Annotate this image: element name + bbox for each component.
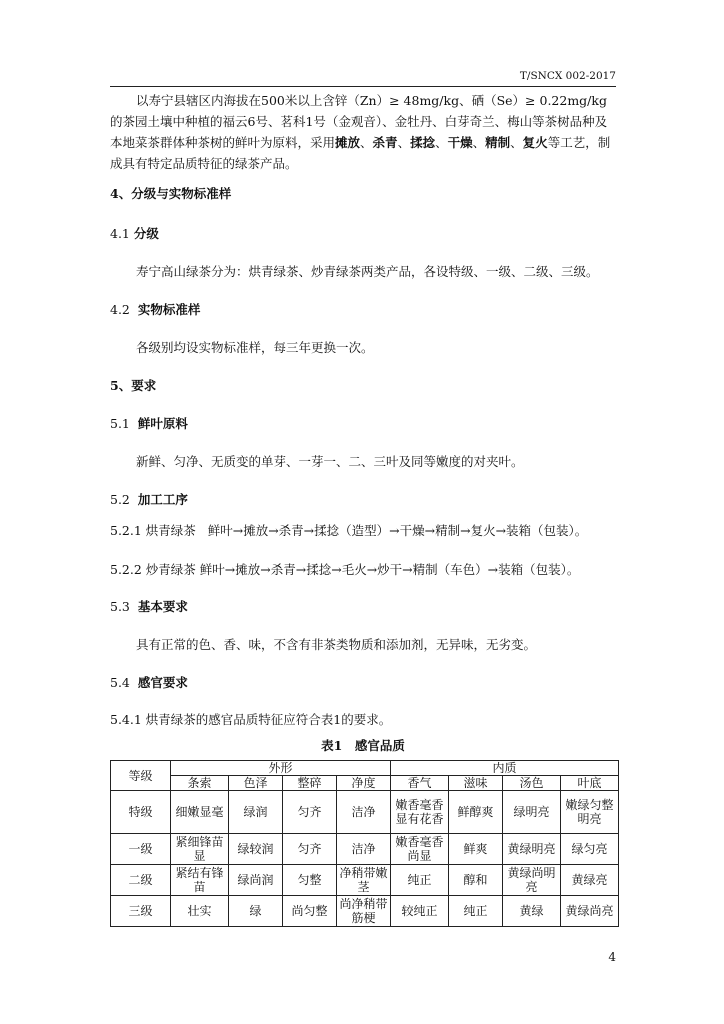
column-header: 整碎 [283, 776, 337, 791]
table-row [111, 896, 619, 927]
table-cell: 醇和 [449, 865, 503, 896]
process-flow: 鲜叶→摊放→杀青→揉捻→毛火→炒干→精制（车色）→装箱（包装）。 [199, 562, 580, 577]
table-cell: 黄绿亮 [561, 865, 619, 896]
column-header: 色泽 [229, 776, 283, 791]
table-cell: 黄绿尚亮 [561, 896, 619, 927]
grade-header: 等级 [111, 761, 171, 791]
table-cell: 黄绿尚明亮 [503, 865, 561, 896]
section-5-1-text: 新鲜、匀净、无质变的单芽、一芽一、二、三叶及同等嫩度的对夹叶。 [136, 454, 524, 469]
tea-type: 烘青绿茶 [145, 523, 196, 538]
header-rule [110, 86, 616, 87]
table-cell: 嫩绿匀整明亮 [561, 791, 619, 834]
table-header-group-row [111, 761, 619, 776]
sep-5: 、 [510, 135, 523, 150]
definition-text-start: 以寿宁县辖区内海拔在500米以上含锌（Zn）≥ 48mg/kg、硒（Se）≥ 0.22mg/kg的茶园土壤中种植的福云6号、茗科1号（金观音）、金牡丹、白芽奇兰、梅山等茶树品种及本地菜茶群体种茶树的鲜叶为原料，采用 [110, 93, 608, 150]
tea-type: 炒青绿茶 [145, 562, 196, 577]
table-cell: 匀齐 [283, 791, 337, 834]
process-spread: 摊放 [335, 135, 361, 150]
section-title: 分级 [133, 226, 159, 241]
table-header-row [111, 776, 619, 791]
section-number: 5.2.1 [110, 523, 142, 538]
table-cell: 嫩香毫香显有花香 [391, 791, 449, 834]
column-header: 香气 [391, 776, 449, 791]
section-4-2-text: 各级别均设实物标准样，每三年更换一次。 [136, 340, 374, 355]
section-5-4-heading [110, 673, 188, 691]
section-5-2-1 [110, 521, 587, 539]
table-row [111, 865, 619, 896]
table-cell: 鲜爽 [449, 834, 503, 865]
section-text: 烘青绿茶的感官品质特征应符合表1的要求。 [145, 712, 392, 727]
table-cell: 尚净稍带筋梗 [337, 896, 391, 927]
section-number: 5.3 [110, 599, 130, 614]
section-title: 基本要求 [137, 599, 188, 614]
sep-4: 、 [472, 135, 486, 150]
table-cell: 黄绿 [503, 896, 561, 927]
section-title: 加工工序 [137, 492, 188, 507]
table-cell: 绿明亮 [503, 791, 561, 834]
section-number: 5.4.1 [110, 712, 142, 727]
table-cell: 紧细锋苗显 [171, 834, 229, 865]
table-cell: 细嫩显毫 [171, 791, 229, 834]
table-cell: 纯正 [391, 865, 449, 896]
table-cell: 鲜醇爽 [449, 791, 503, 834]
table-cell: 匀齐 [283, 834, 337, 865]
grade-cell: 三级 [111, 896, 171, 927]
table-cell: 绿匀亮 [561, 834, 619, 865]
table-cell: 绿较润 [229, 834, 283, 865]
process-refiring: 复火 [522, 135, 548, 150]
section-5-1-heading [110, 414, 188, 432]
section-4-2-heading [110, 300, 200, 318]
table-cell: 较纯正 [391, 896, 449, 927]
intrinsic-group-header: 内质 [391, 761, 619, 776]
process-fixing: 杀青 [372, 135, 398, 150]
table-cell: 匀整 [283, 865, 337, 896]
section-5-2-2 [110, 560, 579, 578]
column-header: 净度 [337, 776, 391, 791]
table-cell: 绿 [229, 896, 283, 927]
process-drying: 干燥 [447, 135, 473, 150]
table-cell: 净稍带嫩茎 [337, 865, 391, 896]
section-5-3-text: 具有正常的色、香、味，不含有非茶类物质和添加剂，无异味，无劣变。 [136, 637, 537, 652]
section-5-heading: 5、要求 [110, 378, 157, 393]
definition-paragraph [110, 90, 616, 174]
process-rolling: 揉捻 [410, 135, 436, 150]
table-cell: 绿尚润 [229, 865, 283, 896]
sep-2: 、 [397, 135, 411, 150]
section-5-4-1 [110, 710, 391, 728]
section-number: 5.4 [110, 675, 130, 690]
process-flow: 鲜叶→摊放→杀青→揉捻（造型）→干燥→精制→复火→装箱（包装）。 [207, 523, 588, 538]
grade-cell: 二级 [111, 865, 171, 896]
table-cell: 黄绿明亮 [503, 834, 561, 865]
table-cell: 纯正 [449, 896, 503, 927]
doc-code: T/SNCX 002-2017 [519, 70, 616, 82]
table-cell: 嫩香毫香尚显 [391, 834, 449, 865]
column-header: 汤色 [503, 776, 561, 791]
column-header: 滋味 [449, 776, 503, 791]
table-cell: 尚匀整 [283, 896, 337, 927]
section-number: 5.2 [110, 492, 130, 507]
section-5-3-heading [110, 597, 188, 615]
grade-cell: 一级 [111, 834, 171, 865]
table-row [111, 834, 619, 865]
process-refining: 精制 [485, 135, 511, 150]
table-cell: 紧结有锋苗 [171, 865, 229, 896]
section-number: 4.2 [110, 302, 130, 317]
table-cell: 洁净 [337, 834, 391, 865]
definition-text-end: 等工艺，制成具有特定品质特征的绿茶产品。 [110, 135, 611, 171]
column-header: 叶底 [561, 776, 619, 791]
page-number: 4 [608, 950, 616, 964]
table-cell: 壮实 [171, 896, 229, 927]
section-title: 实物标准样 [137, 302, 201, 317]
sensory-quality-table [110, 760, 619, 927]
table-cell: 洁净 [337, 791, 391, 834]
section-4-1-heading [110, 224, 159, 242]
section-number: 4.1 [110, 226, 130, 241]
appearance-group-header: 外形 [171, 761, 391, 776]
section-4-heading: 4、分级与实物标准样 [110, 186, 232, 201]
table-caption: 表1 感官品质 [321, 738, 405, 753]
section-4-1-text: 寿宁高山绿茶分为：烘青绿茶、炒青绿茶两类产品，各设特级、一级、二级、三级。 [136, 264, 599, 279]
sep-1: 、 [360, 135, 373, 150]
table-row [111, 791, 619, 834]
column-header: 条索 [171, 776, 229, 791]
table-cell: 绿润 [229, 791, 283, 834]
section-number: 5.2.2 [110, 562, 142, 577]
section-number: 5.1 [110, 416, 130, 431]
sep-3: 、 [435, 135, 448, 150]
section-title: 鲜叶原料 [137, 416, 188, 431]
section-5-2-heading [110, 490, 188, 508]
section-title: 感官要求 [137, 675, 188, 690]
grade-cell: 特级 [111, 791, 171, 834]
